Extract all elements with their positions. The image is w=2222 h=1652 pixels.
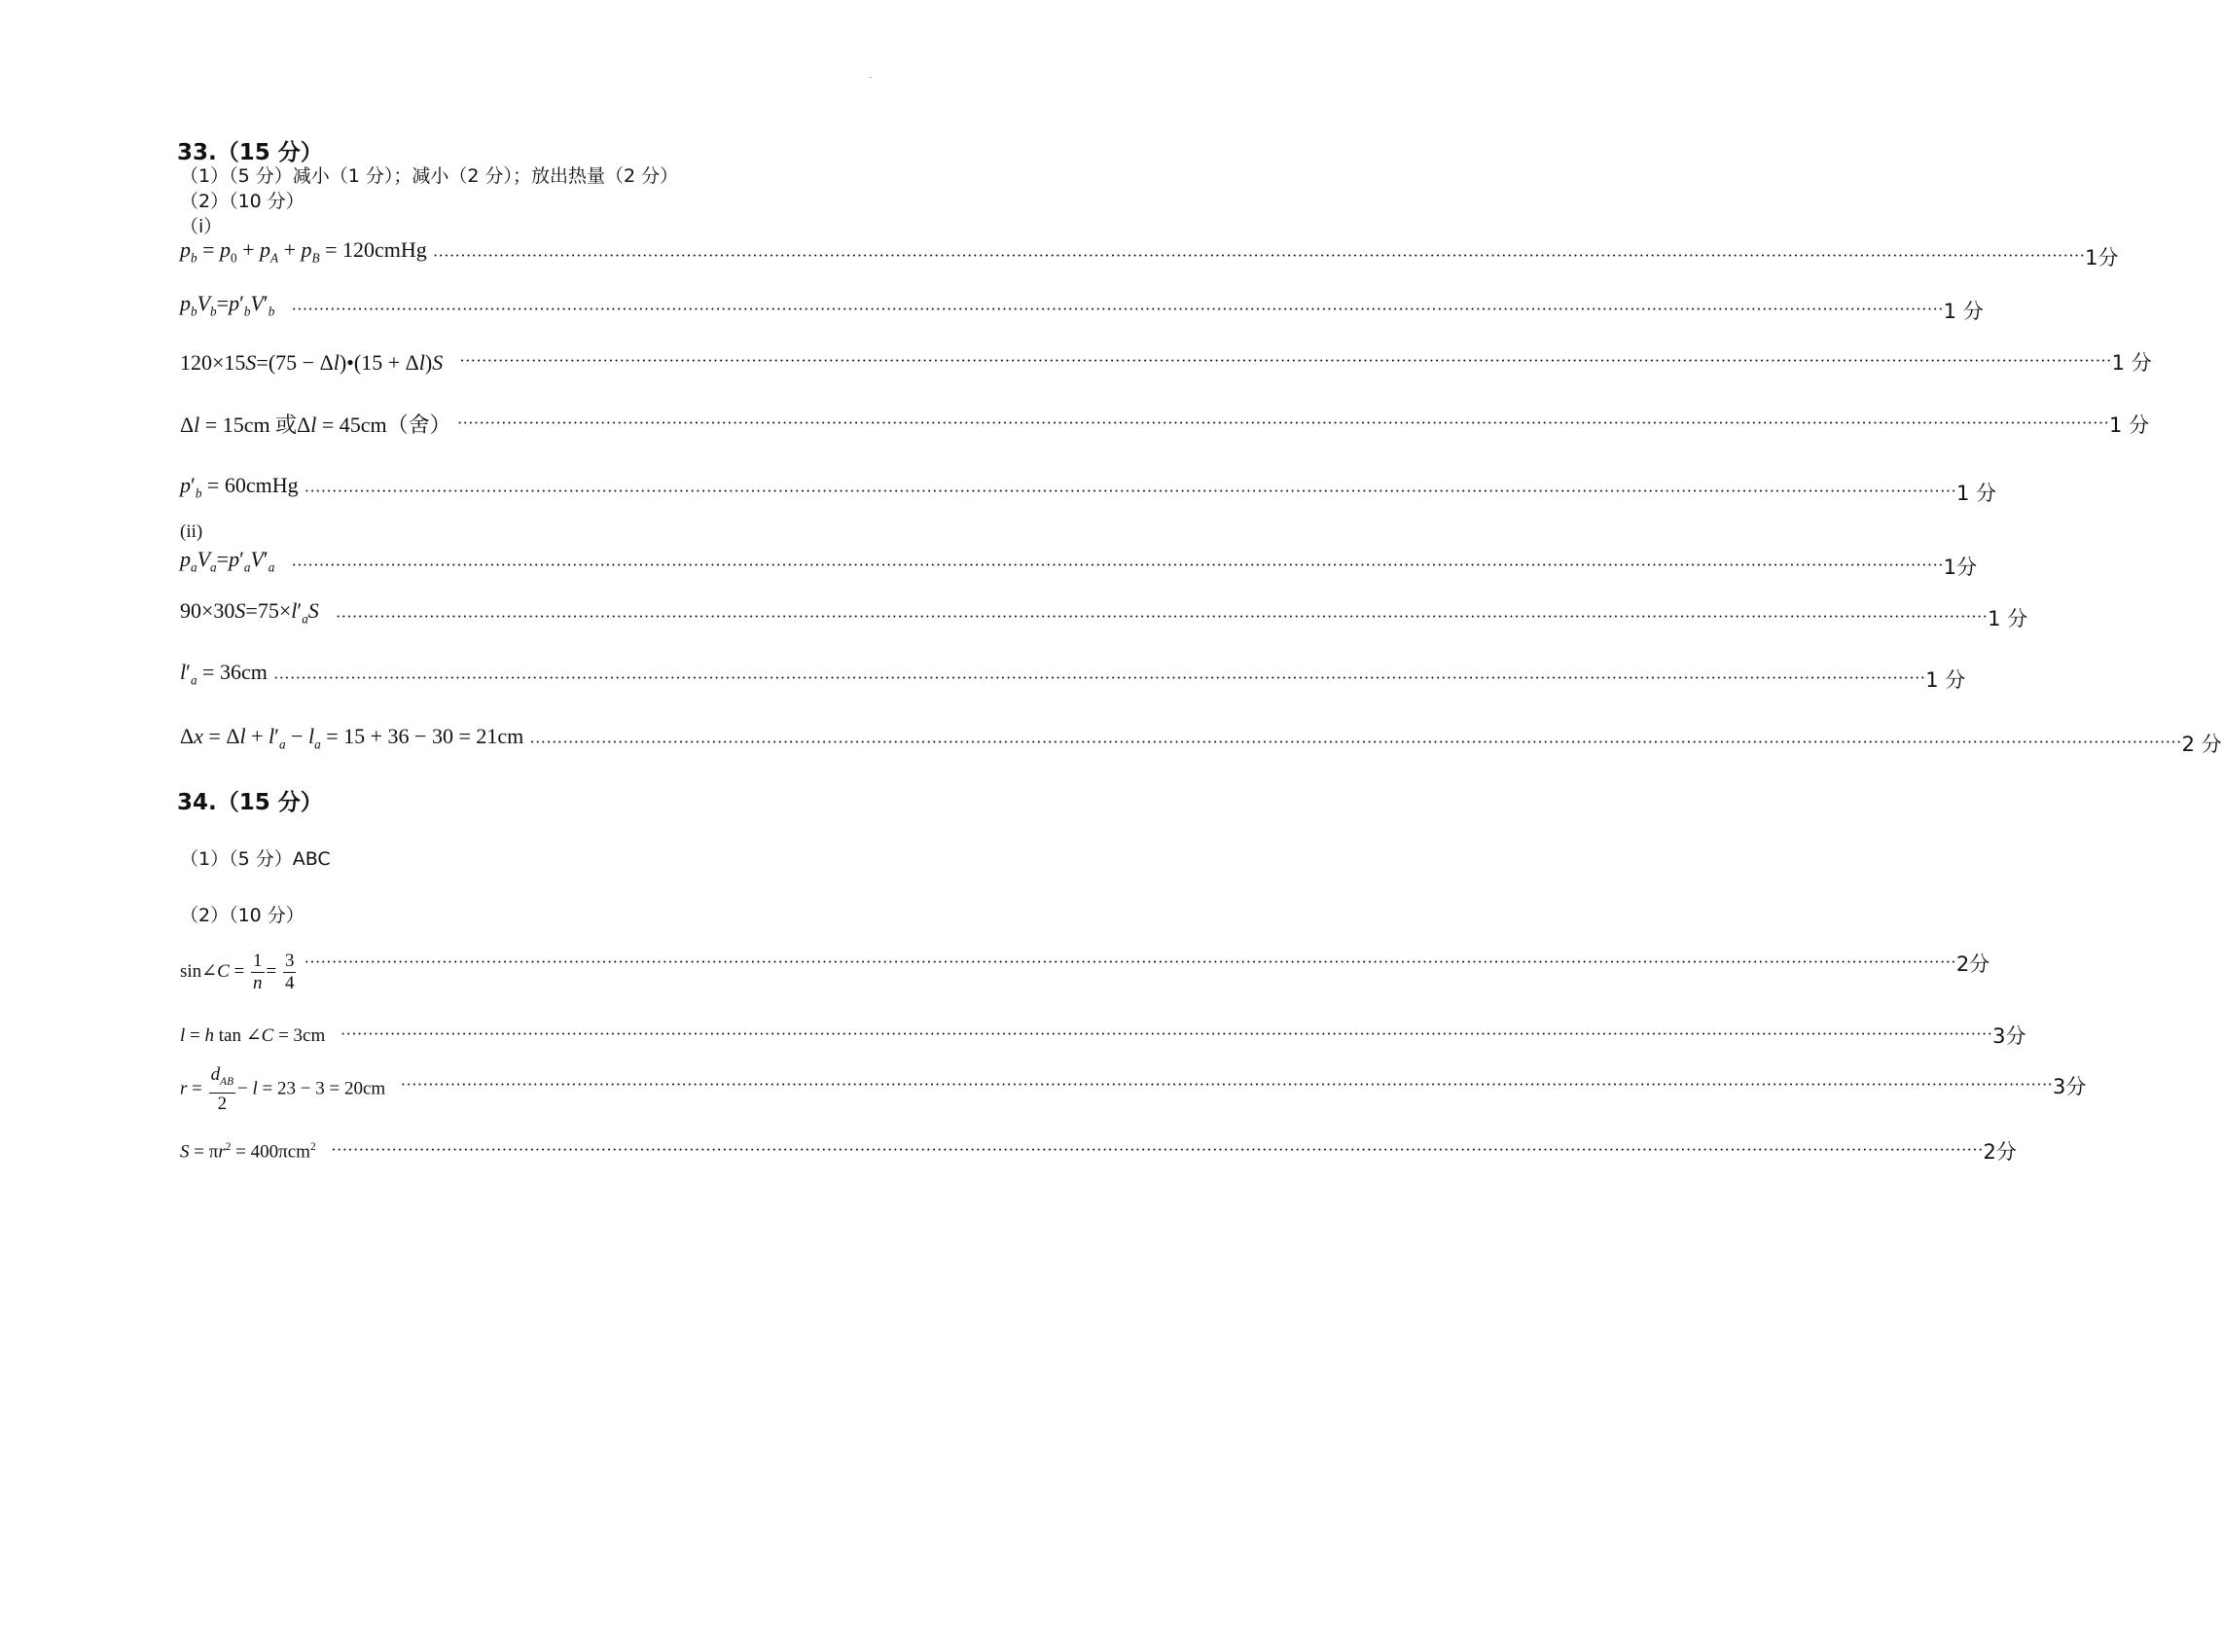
dot-leader: ············································································································································································································································································································ [456, 413, 2110, 432]
equation-line [180, 1132, 2017, 1167]
equation-line [180, 722, 2222, 759]
score-label: 1 分 [1955, 482, 1996, 506]
equation-line [180, 289, 1984, 326]
corner-mark: - [869, 72, 873, 83]
equation: $S = \pi r^2 = 400\pi cm^2$ [180, 1141, 316, 1163]
score-label: 3分 [1992, 1024, 2026, 1048]
equation-line [180, 1022, 2026, 1051]
equation: l = h tan ∠C = 3cm [180, 1025, 326, 1046]
dot-leader: ············································································································································································································································································································ [340, 1024, 1993, 1043]
dot-leader: ············································································································································································································································································································ [304, 482, 1956, 501]
equation-line [180, 235, 2119, 272]
dot-leader: ············································································································································································································································································································ [291, 300, 1944, 319]
score-label: 2 分 [2181, 733, 2222, 757]
equation: $l'_a = 36cm$ [180, 660, 268, 688]
score-label: 1 分 [1988, 607, 2028, 631]
dot-leader: ············································································································································································································································································································ [400, 1074, 2054, 1094]
dot-leader: ············································································································································································································································································································ [459, 351, 2112, 370]
equation-line [180, 545, 1978, 582]
q34-part1: （1）（5 分）ABC [180, 848, 331, 870]
equation: $\Delta x = \Delta l + l'_a - l_a = 15 + 36 - 30 = 21cm$ [180, 724, 524, 752]
equation-line [180, 1064, 2087, 1115]
equation: $90\times 30S=75\times l'_aS$ [180, 598, 319, 627]
equation-line [180, 950, 1990, 994]
equation: Δl = 15cm 或Δl = 45cm（舍） [180, 413, 451, 437]
dot-leader: ············································································································································································································································································································ [432, 246, 2086, 266]
dot-leader: ············································································································································································································································································································ [529, 733, 2182, 752]
dot-leader: ············································································································································································································································································································ [272, 668, 1926, 688]
dot-leader: ············································································································································································································································································································ [335, 607, 1989, 627]
q33-part1: （1）（5 分）减小（1 分）；减小（2 分）；放出热量（2 分） [180, 165, 679, 187]
equation-line [180, 471, 1996, 508]
score-label: 1分 [1943, 556, 1978, 580]
dot-leader: ············································································································································································································································································································ [291, 556, 1944, 575]
equation: 120×15S=(75 − Δl)•(15 + Δl)S [180, 350, 444, 375]
q33-part2: （2）（10 分） [180, 191, 305, 212]
equation: sin∠C = $\frac{1}{n}$ = $\frac{3}{4}$ [180, 951, 295, 993]
score-label: 1 分 [2111, 351, 2152, 375]
equation-line [180, 411, 2150, 440]
dot-leader: ············································································································································································································································································································ [304, 952, 1956, 971]
equation-line [180, 658, 1966, 695]
equation: $p_bV_b=p'_bV'_b$ [180, 291, 275, 319]
score-label: 1 分 [1925, 668, 1966, 693]
score-label: 3分 [2053, 1074, 2087, 1098]
q34-part2: （2）（10 分） [180, 905, 305, 926]
equation: $p_b = p_0 + p_A + p_B$ = 120cmHg [180, 237, 427, 266]
equation: $p'_b$ = 60cmHg [180, 473, 299, 501]
dot-leader: ············································································································································································································································································································ [331, 1140, 1984, 1160]
equation-line [180, 596, 2028, 633]
equation: r = $\frac{d_{AB}}{2}$ − l = 23 − 3 = 20cm [180, 1064, 386, 1114]
score-label: 1 分 [1943, 300, 1984, 324]
equation-line [180, 348, 2152, 377]
q33-heading: 33.（15 分） [177, 140, 323, 165]
equation: $p_aV_a=p'_aV'_a$ [180, 547, 275, 575]
q33-sub-i: （i） [180, 216, 223, 237]
score-label: 1分 [2085, 246, 2119, 270]
score-label: 1 分 [2109, 413, 2150, 437]
score-label: 2分 [1983, 1140, 2017, 1165]
q33-sub-ii: (ii) [180, 521, 203, 542]
q34-heading: 34.（15 分） [177, 790, 323, 815]
score-label: 2分 [1955, 952, 1990, 976]
